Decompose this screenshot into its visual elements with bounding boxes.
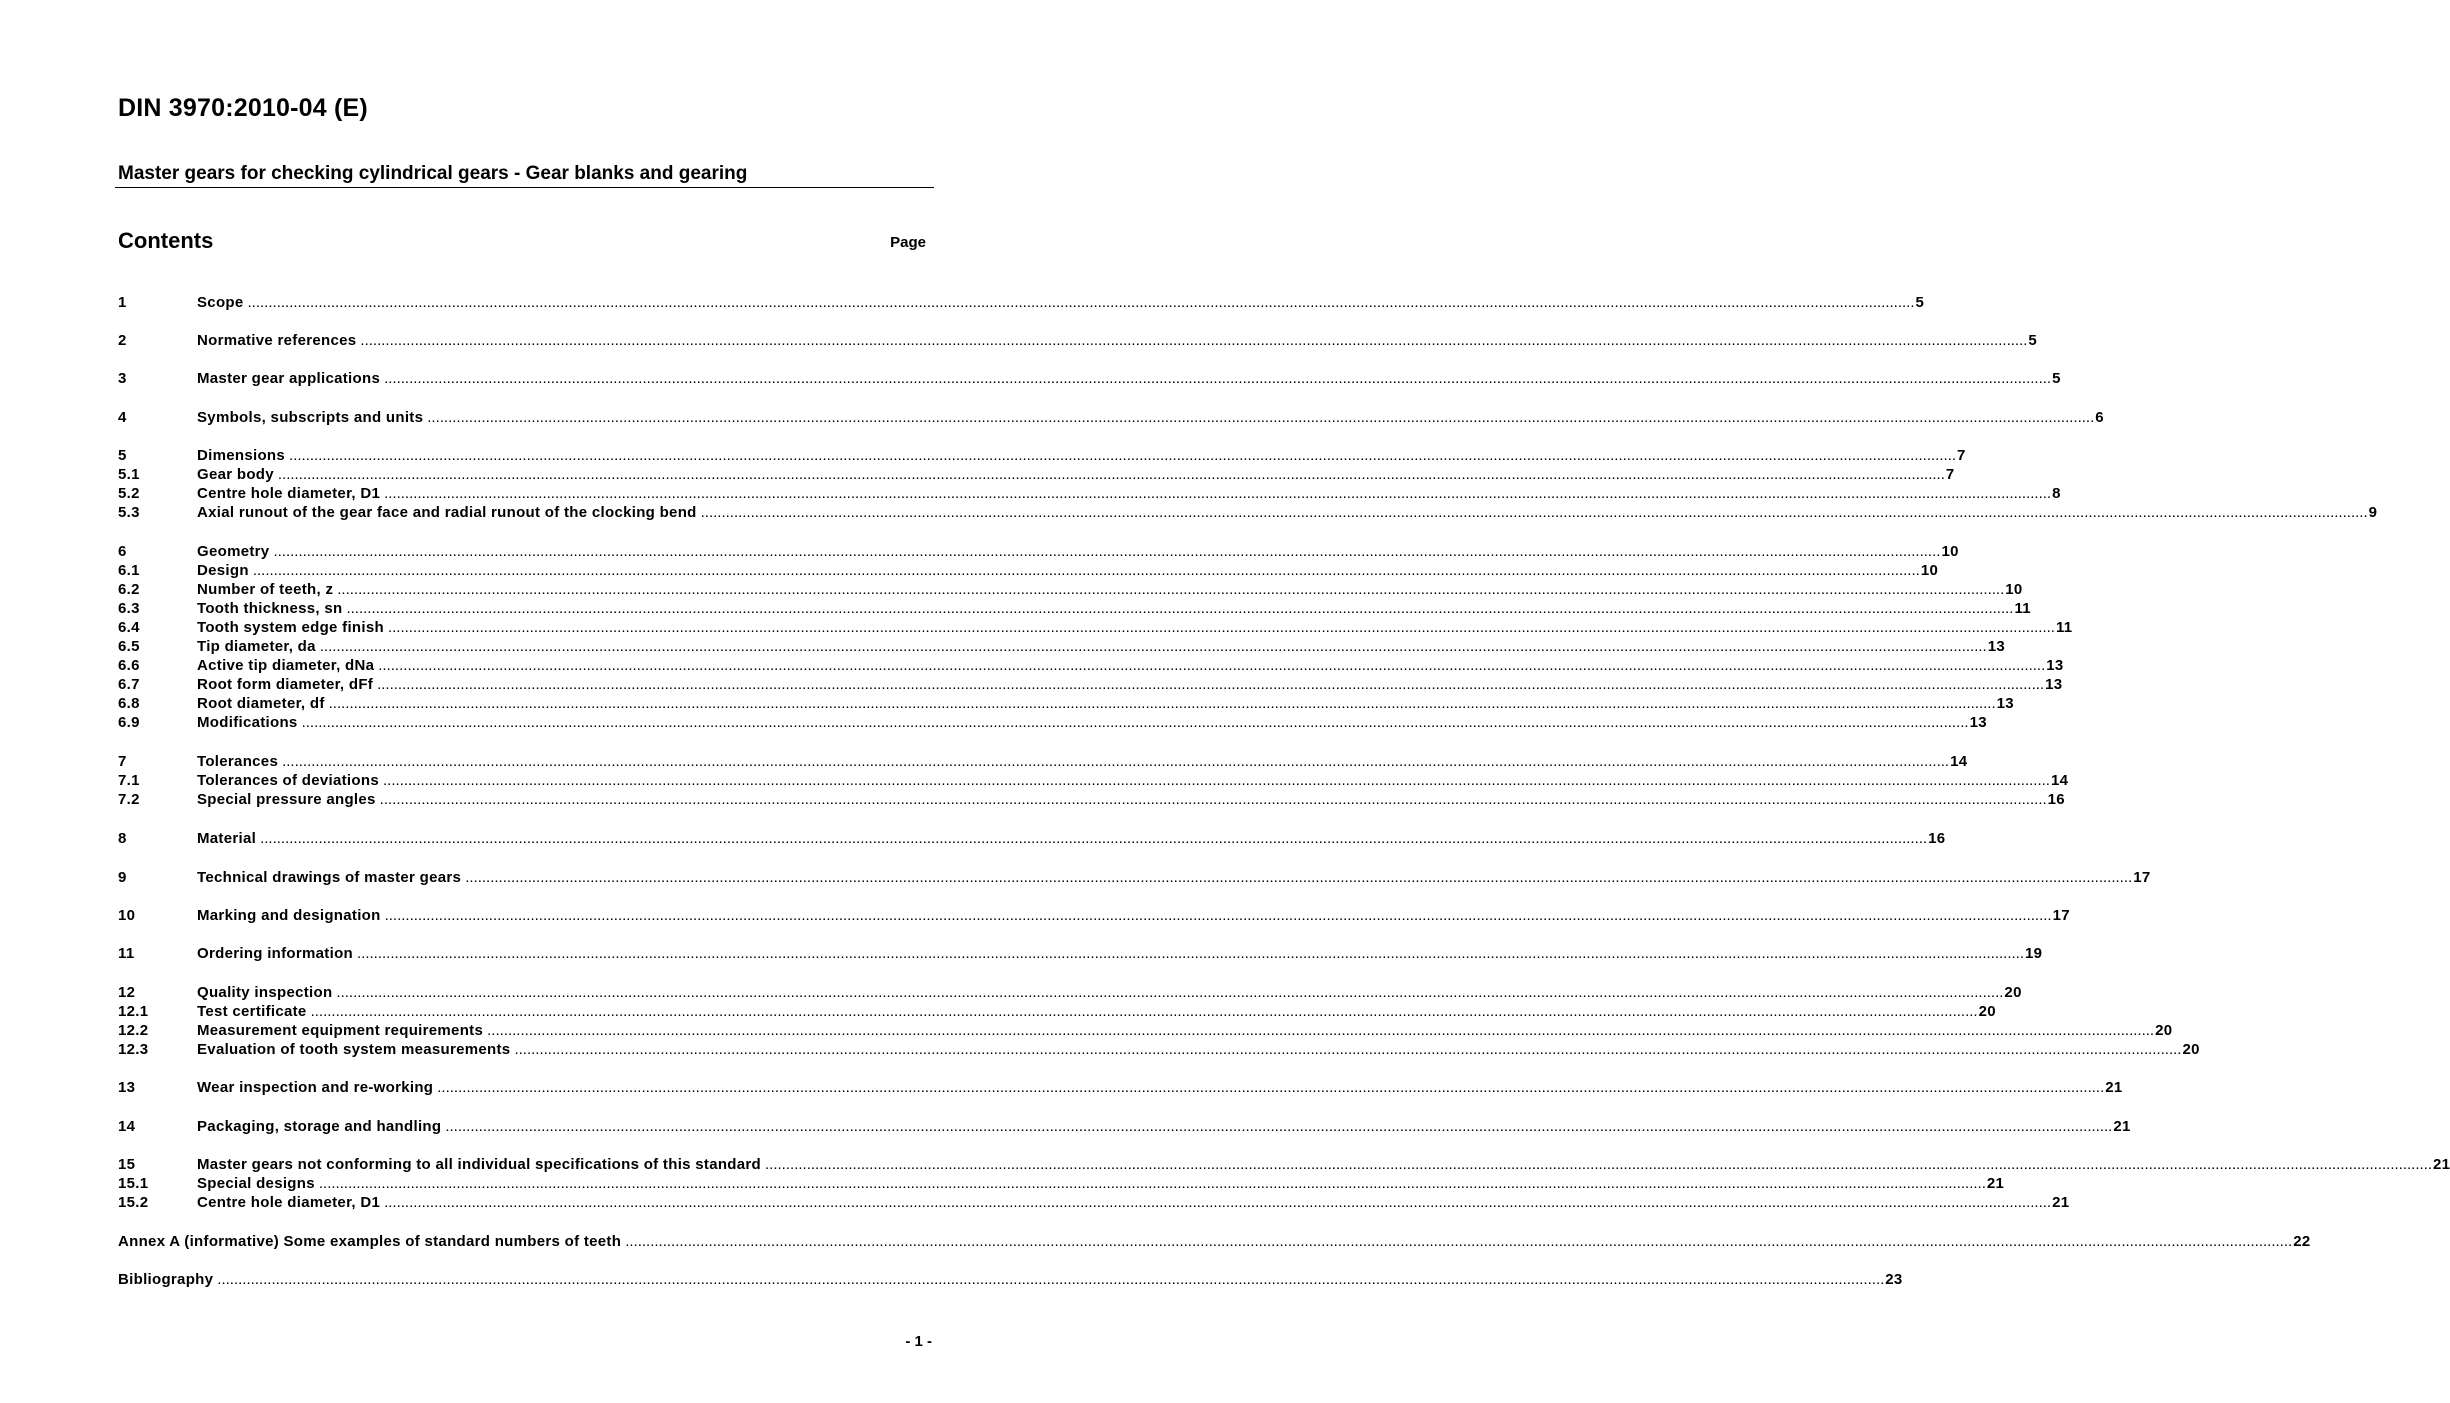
- toc-entry-page: 13: [2045, 676, 2063, 693]
- toc-entry[interactable]: [118, 675, 2063, 694]
- toc-dot-leader: ................................................................................................................................................................................................................................................................................................................................................................................................................: [379, 791, 2047, 808]
- toc-entry[interactable]: [118, 618, 2073, 637]
- toc-entry[interactable]: [118, 503, 2378, 522]
- toc-entry[interactable]: [118, 1040, 2200, 1059]
- toc-entry-page: 14: [1950, 753, 1968, 770]
- toc-dot-leader: ................................................................................................................................................................................................................................................................................................................................................................................................................: [387, 619, 2055, 636]
- toc-entry-page: 20: [1978, 1003, 1996, 1020]
- toc-entry-number: 5.3: [118, 504, 140, 521]
- toc-entry-number: 2: [118, 332, 127, 349]
- toc-entry[interactable]: [118, 752, 1968, 771]
- toc-entry-page: 21: [2433, 1156, 2450, 1173]
- toc-entry-number: 6: [118, 543, 127, 560]
- toc-entry[interactable]: [118, 369, 2061, 388]
- toc-entry[interactable]: [118, 484, 2061, 503]
- toc-dot-leader: ................................................................................................................................................................................................................................................................................................................................................................................................................: [346, 600, 2014, 617]
- toc-entry-title: Evaluation of tooth system measurements: [197, 1041, 511, 1058]
- toc-dot-leader: ................................................................................................................................................................................................................................................................................................................................................................................................................: [487, 1022, 2155, 1039]
- toc-entry-number: 15.2: [118, 1194, 149, 1211]
- toc-dot-leader: ................................................................................................................................................................................................................................................................................................................................................................................................................: [625, 1233, 2293, 1250]
- toc-entry[interactable]: [118, 1193, 2070, 1212]
- toc-entry-title: Root diameter, df: [197, 695, 325, 712]
- toc-entry[interactable]: [118, 1174, 2005, 1193]
- toc-entry[interactable]: [118, 446, 1966, 465]
- toc-entry-title: Ordering information: [197, 945, 353, 962]
- toc-entry-page: 16: [2047, 791, 2065, 808]
- toc-entry-number: 6.1: [118, 562, 140, 579]
- toc-entry-title: Special pressure angles: [197, 791, 376, 808]
- toc-entry-title: Normative references: [197, 332, 357, 349]
- toc-entry-page: 21: [2052, 1194, 2070, 1211]
- toc-entry-title: Bibliography: [118, 1271, 214, 1288]
- toc-entry-title: Root form diameter, dFf: [197, 676, 374, 693]
- toc-entry-title: Gear body: [197, 466, 274, 483]
- toc-entry-title: Annex A (informative) Some examples of standard numbers of teeth: [118, 1233, 622, 1250]
- toc-dot-leader: ................................................................................................................................................................................................................................................................................................................................................................................................................: [700, 504, 2368, 521]
- toc-dot-leader: ................................................................................................................................................................................................................................................................................................................................................................................................................: [336, 984, 2004, 1001]
- toc-entry-title: Dimensions: [197, 447, 286, 464]
- toc-dot-leader: ................................................................................................................................................................................................................................................................................................................................................................................................................: [384, 370, 2052, 387]
- toc-dot-leader: ................................................................................................................................................................................................................................................................................................................................................................................................................: [427, 409, 2095, 426]
- toc-entry-page: 14: [2050, 772, 2069, 789]
- toc-dot-leader: ................................................................................................................................................................................................................................................................................................................................................................................................................: [384, 907, 2052, 924]
- document-title: DIN 3970:2010-04 (E): [118, 94, 368, 122]
- toc-entry-page: 10: [2005, 581, 2023, 598]
- toc-entry-page: 13: [1996, 695, 2014, 712]
- toc-entry-title: Symbols, subscripts and units: [197, 409, 424, 426]
- toc-entry-number: 6.8: [118, 695, 140, 712]
- toc-entry-number: 7.1: [118, 772, 140, 789]
- toc-dot-leader: ................................................................................................................................................................................................................................................................................................................................................................................................................: [319, 638, 1987, 655]
- toc-entry-number: 12: [118, 984, 136, 1001]
- toc-entry[interactable]: [118, 293, 1925, 312]
- toc-entry-page: 21: [1986, 1175, 2005, 1192]
- toc-entry[interactable]: [118, 713, 1987, 732]
- toc-entry[interactable]: [118, 637, 2006, 656]
- toc-entry[interactable]: [118, 656, 2064, 675]
- toc-entry-number: 11: [118, 945, 135, 962]
- toc-dot-leader: ................................................................................................................................................................................................................................................................................................................................................................................................................: [382, 772, 2050, 789]
- toc-entry-number: 5.1: [118, 466, 140, 483]
- toc-dot-leader: ................................................................................................................................................................................................................................................................................................................................................................................................................: [357, 945, 2024, 962]
- toc-dot-leader: ................................................................................................................................................................................................................................................................................................................................................................................................................: [282, 753, 1950, 770]
- toc-entry-title: Tolerances of deviations: [197, 772, 379, 789]
- toc-entry-title: Number of teeth, z: [197, 581, 334, 598]
- toc-dot-leader: ................................................................................................................................................................................................................................................................................................................................................................................................................: [328, 695, 1996, 712]
- toc-entry-page: 16: [1928, 830, 1946, 847]
- toc-entry[interactable]: [118, 1117, 2131, 1136]
- toc-entry-number: 5.2: [118, 485, 140, 502]
- toc-dot-leader: ................................................................................................................................................................................................................................................................................................................................................................................................................: [273, 543, 1941, 560]
- toc-entry-page: 22: [2293, 1233, 2311, 1250]
- toc-dot-leader: ................................................................................................................................................................................................................................................................................................................................................................................................................: [289, 447, 1957, 464]
- toc-entry-title: Material: [197, 830, 257, 847]
- document-subtitle: Master gears for checking cylindrical gears - Gear blanks and gearing: [118, 163, 748, 184]
- toc-entry-page: 19: [2025, 945, 2043, 962]
- toc-entry[interactable]: [118, 599, 2031, 618]
- toc-entry-number: 1: [118, 294, 127, 311]
- toc-entry-number: 7: [118, 753, 127, 770]
- toc-entry-number: 12.1: [118, 1003, 149, 1020]
- toc-entry-number: 9: [118, 869, 127, 886]
- toc-entry[interactable]: [118, 906, 2070, 925]
- toc-entry[interactable]: [118, 1021, 2173, 1040]
- toc-entry-title: Geometry: [197, 543, 270, 560]
- toc-dot-leader: ................................................................................................................................................................................................................................................................................................................................................................................................................: [217, 1271, 1885, 1288]
- contents-heading: Contents: [118, 228, 214, 253]
- toc-entry-number: 6.4: [118, 619, 140, 636]
- toc-dot-leader: ................................................................................................................................................................................................................................................................................................................................................................................................................: [310, 1003, 1978, 1020]
- toc-entry-page: 7: [1957, 447, 1966, 464]
- toc-entry-page: 13: [1987, 638, 2006, 655]
- toc-entry-page: 7: [1945, 466, 1955, 483]
- toc-entry-title: Centre hole diameter, D1: [197, 1194, 381, 1211]
- toc-entry-title: Modifications: [197, 714, 298, 731]
- toc-entry-title: Packaging, storage and handling: [197, 1118, 442, 1135]
- toc-entry-title: Test certificate: [197, 1003, 307, 1020]
- toc-entry-page: 10: [1941, 543, 1959, 560]
- toc-entry[interactable]: [118, 983, 2022, 1002]
- toc-dot-leader: ................................................................................................................................................................................................................................................................................................................................................................................................................: [377, 676, 2045, 693]
- toc-entry-title: Centre hole diameter, D1: [197, 485, 381, 502]
- toc-entry-title: Master gear applications: [197, 370, 381, 387]
- toc-entry-title: Axial runout of the gear face and radial runout of the clocking bend: [197, 504, 697, 521]
- toc-entry-page: 21: [2113, 1118, 2131, 1135]
- toc-entry[interactable]: [118, 1270, 1903, 1289]
- toc-dot-leader: ................................................................................................................................................................................................................................................................................................................................................................................................................: [445, 1118, 2113, 1135]
- toc-entry-page: 17: [2133, 869, 2151, 886]
- toc-dot-leader: ................................................................................................................................................................................................................................................................................................................................................................................................................: [384, 1194, 2052, 1211]
- toc-entry-number: 5: [118, 447, 127, 464]
- toc-entry-number: 10: [118, 907, 136, 924]
- toc-entry-title: Tolerances: [197, 753, 279, 770]
- toc-entry[interactable]: [118, 771, 2069, 790]
- toc-dot-leader: ................................................................................................................................................................................................................................................................................................................................................................................................................: [318, 1175, 1986, 1192]
- toc-entry-number: 6.2: [118, 581, 140, 598]
- toc-entry[interactable]: [118, 694, 2014, 713]
- page-column-label: Page: [890, 234, 926, 251]
- toc-dot-leader: ................................................................................................................................................................................................................................................................................................................................................................................................................: [465, 869, 2133, 886]
- toc-entry-page: 17: [2052, 907, 2070, 924]
- toc-entry-page: 20: [2182, 1041, 2200, 1058]
- toc-entry-page: 6: [2095, 409, 2104, 426]
- toc-entry-title: Master gears not conforming to all individual specifications of this standard: [197, 1156, 762, 1173]
- toc-entry-number: 15: [118, 1156, 136, 1173]
- toc-dot-leader: ................................................................................................................................................................................................................................................................................................................................................................................................................: [260, 830, 1928, 847]
- toc-dot-leader: ................................................................................................................................................................................................................................................................................................................................................................................................................: [301, 714, 1969, 731]
- toc-entry-title: Tooth system edge finish: [197, 619, 384, 636]
- toc-entry-number: 6.7: [118, 676, 140, 693]
- toc-entry-page: 11: [2014, 600, 2031, 617]
- toc-dot-leader: ................................................................................................................................................................................................................................................................................................................................................................................................................: [378, 657, 2046, 674]
- toc-dot-leader: ................................................................................................................................................................................................................................................................................................................................................................................................................: [514, 1041, 2182, 1058]
- toc-entry[interactable]: [118, 790, 2065, 809]
- toc-entry-title: Marking and designation: [197, 907, 381, 924]
- toc-dot-leader: ................................................................................................................................................................................................................................................................................................................................................................................................................: [247, 294, 1915, 311]
- toc-entry-number: 3: [118, 370, 127, 387]
- toc-entry[interactable]: [118, 408, 2104, 427]
- toc-dot-leader: ................................................................................................................................................................................................................................................................................................................................................................................................................: [277, 466, 1945, 483]
- toc-entry[interactable]: [118, 561, 1939, 580]
- toc-entry[interactable]: [118, 829, 1946, 848]
- toc-entry-number: 6.3: [118, 600, 140, 617]
- toc-entry[interactable]: [118, 580, 2023, 599]
- toc-entry-number: 4: [118, 409, 127, 426]
- toc-entry-page: 5: [2052, 370, 2061, 387]
- toc-entry-page: 5: [2028, 332, 2038, 349]
- toc-entry[interactable]: [118, 1002, 1996, 1021]
- toc-entry-title: Active tip diameter, dNa: [197, 657, 375, 674]
- toc-entry-number: 7.2: [118, 791, 140, 808]
- toc-entry[interactable]: [118, 868, 2151, 887]
- toc-entry-page: 13: [1969, 714, 1987, 731]
- toc-entry-number: 6.9: [118, 714, 140, 731]
- toc-entry-page: 11: [2055, 619, 2073, 636]
- toc-entry-page: 23: [1885, 1271, 1903, 1288]
- toc-entry[interactable]: [118, 331, 2038, 350]
- toc-entry-title: Tip diameter, da: [197, 638, 316, 655]
- toc-entry-number: 8: [118, 830, 127, 847]
- toc-entry-title: Special designs: [197, 1175, 315, 1192]
- toc-entry-number: 6.6: [118, 657, 140, 674]
- toc-entry-page: 20: [2155, 1022, 2173, 1039]
- toc-entry[interactable]: [118, 542, 1959, 561]
- toc-entry[interactable]: [118, 1232, 2311, 1251]
- toc-dot-leader: ................................................................................................................................................................................................................................................................................................................................................................................................................: [337, 581, 2005, 598]
- toc-entry-page: 9: [2368, 504, 2378, 521]
- toc-entry-page: 8: [2052, 485, 2061, 502]
- toc-entry[interactable]: [118, 944, 2043, 963]
- toc-entry-page: 21: [2105, 1079, 2123, 1096]
- toc-entry-number: 12.2: [118, 1022, 149, 1039]
- toc-entry-title: Scope: [197, 294, 244, 311]
- toc-entry[interactable]: [118, 1155, 2450, 1174]
- toc-entry[interactable]: [118, 1078, 2123, 1097]
- toc-entry-page: 5: [1915, 294, 1925, 311]
- page-number: - 1 -: [905, 1333, 932, 1350]
- toc-dot-leader: ................................................................................................................................................................................................................................................................................................................................................................................................................: [437, 1079, 2105, 1096]
- toc-dot-leader: ................................................................................................................................................................................................................................................................................................................................................................................................................: [384, 485, 2052, 502]
- toc-entry-number: 15.1: [118, 1175, 149, 1192]
- toc-entry-title: Technical drawings of master gears: [197, 869, 462, 886]
- toc-entry-page: 10: [1920, 562, 1939, 579]
- toc-dot-leader: ................................................................................................................................................................................................................................................................................................................................................................................................................: [252, 562, 1920, 579]
- toc-entry-title: Measurement equipment requirements: [197, 1022, 484, 1039]
- toc-entry-number: 6.5: [118, 638, 140, 655]
- toc-entry-title: Quality inspection: [197, 984, 333, 1001]
- toc-entry-title: Tooth thickness, sn: [197, 600, 343, 617]
- toc-entry-title: Design: [197, 562, 249, 579]
- toc-entry-number: 14: [118, 1118, 136, 1135]
- toc-entry-page: 13: [2046, 657, 2064, 674]
- toc-entry-number: 13: [118, 1079, 136, 1096]
- toc-entry-title: Wear inspection and re-working: [197, 1079, 434, 1096]
- toc-dot-leader: ................................................................................................................................................................................................................................................................................................................................................................................................................: [765, 1156, 2433, 1173]
- toc-dot-leader: ................................................................................................................................................................................................................................................................................................................................................................................................................: [360, 332, 2028, 349]
- toc-entry-page: 20: [2004, 984, 2022, 1001]
- toc-entry[interactable]: [118, 465, 1955, 484]
- toc-entry-number: 12.3: [118, 1041, 149, 1058]
